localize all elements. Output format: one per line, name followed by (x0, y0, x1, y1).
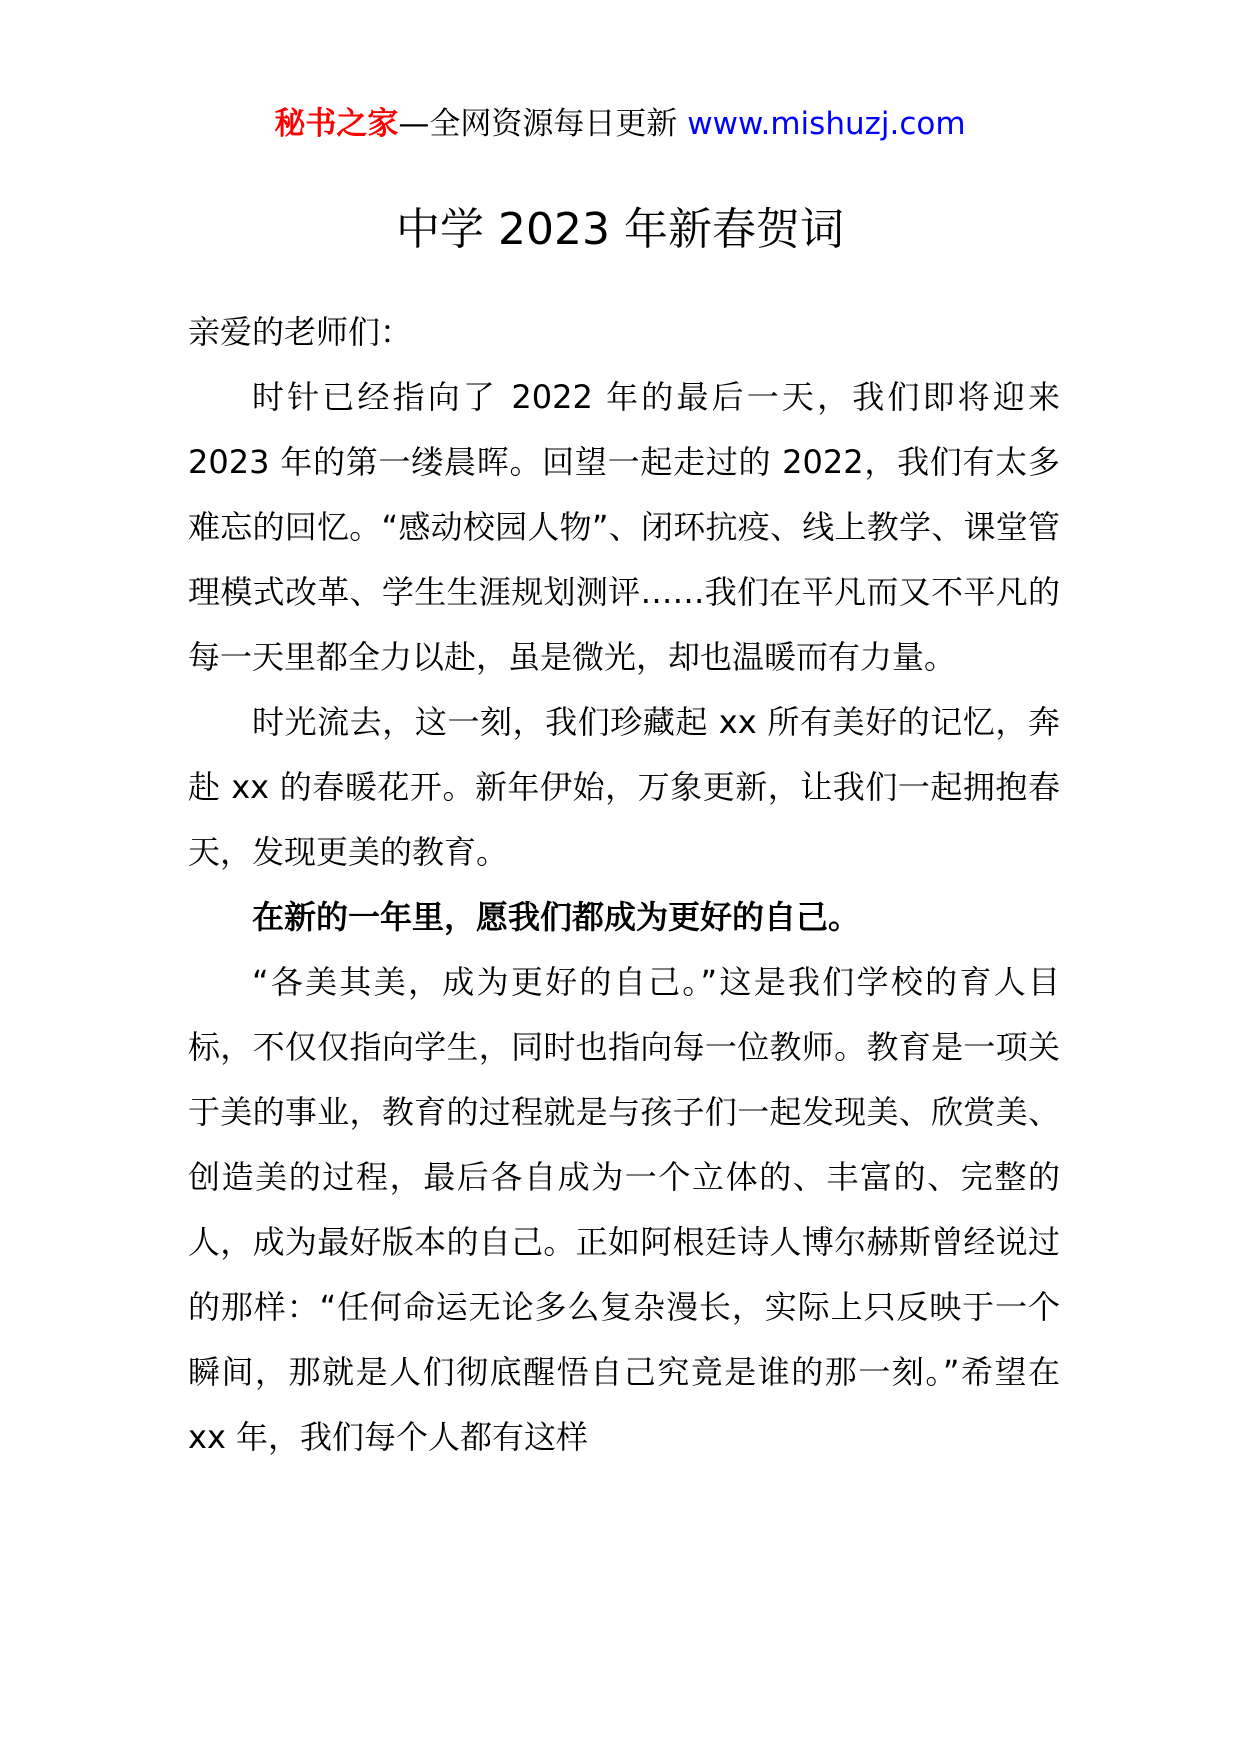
document-body (188, 300, 1060, 1470)
paragraph-4: “各美其美，成为更好的自己。”这是我们学校的育人目标，不仅仅指向学生，同时也指向每一位教师。教育是一项关于美的事业，教育的过程就是与孩子们一起发现美、欣赏美、创造美的过程，最后各自成为一个立体的、丰富的、完整的人，成为最好版本的自己。正如阿根廷诗人博尔赫斯曾经说过的那样：“任何命运无论多么复杂漫长，实际上只反映于一个瞬间，那就是人们彻底醒悟自己究竟是谁的那一刻。”希望在 xx 年，我们每个人都有这样 (188, 963, 1060, 1456)
site-header (0, 100, 1240, 148)
paragraph-3-highlight: 在新的一年里，愿我们都成为更好的自己。 (252, 898, 861, 936)
site-url-link[interactable]: www.mishuzj.com (687, 106, 966, 142)
paragraph-1: 时针已经指向了 2022 年的最后一天，我们即将迎来 2023 年的第一缕晨晖。回望一起走过的 2022，我们有太多难忘的回忆。“感动校园人物”、闭环抗疫、线上教学、课堂管理模式改革、学生生涯规划测评……我们在平凡而又不平凡的每一天里都全力以赴，虽是微光，却也温暖而有力量。 (188, 378, 1060, 676)
document-title: 中学 2023 年新春贺词 (396, 204, 844, 255)
paragraph-2: 时光流去，这一刻，我们珍藏起 xx 所有美好的记忆，奔赴 xx 的春暖花开。新年伊始，万象更新，让我们一起拥抱春天，发现更美的教育。 (188, 703, 1060, 871)
salutation: 亲爱的老师们： (188, 313, 413, 351)
brand-name: 秘书之家 (274, 106, 399, 142)
header-tagline: —全网资源每日更新 (398, 106, 688, 142)
